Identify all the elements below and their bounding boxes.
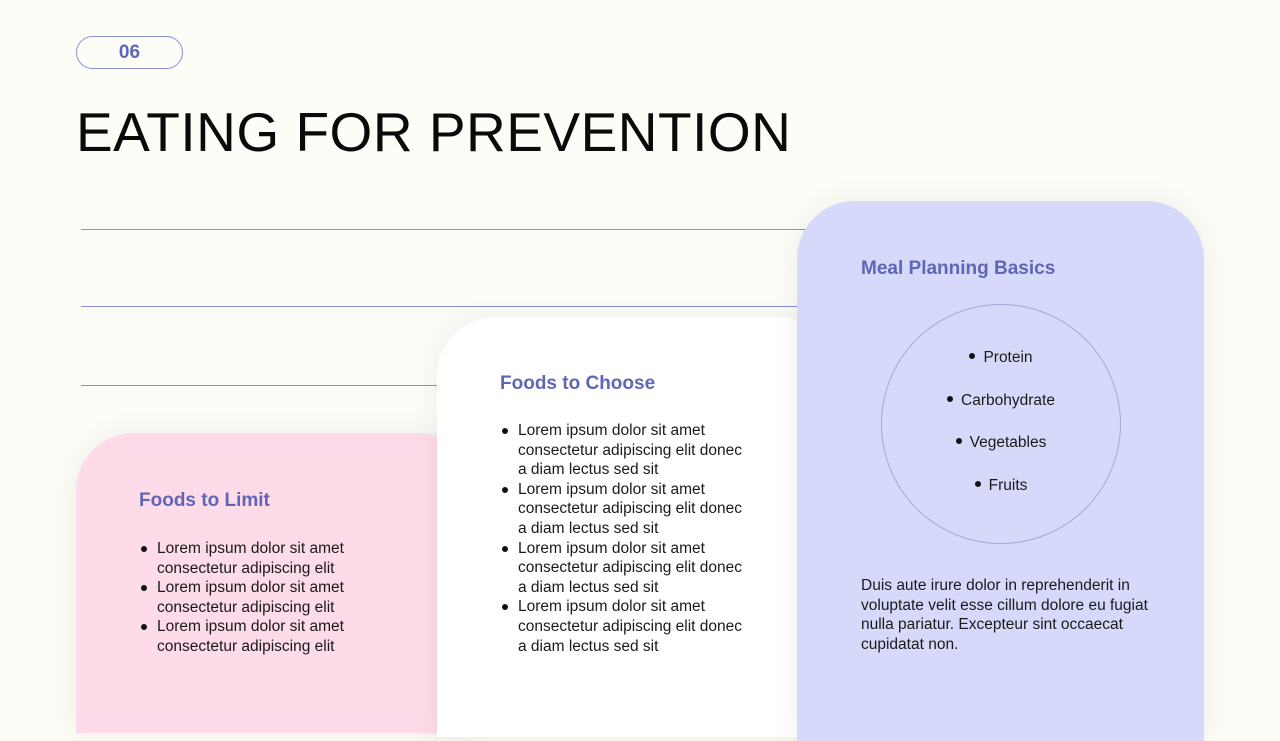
foods-to-limit-card (76, 433, 476, 733)
list-item: Lorem ipsum dolor sit amet consectetur adipiscing elit (139, 539, 387, 578)
divider-line-1 (81, 229, 807, 230)
circle-item-vegetables (882, 434, 1120, 452)
circle-item-fruits (882, 477, 1120, 495)
foods-to-limit-list (139, 539, 387, 657)
foods-to-choose-card (437, 317, 837, 737)
foods-to-choose-list (500, 421, 748, 656)
circle-item-label: Protein (983, 349, 1033, 366)
foods-to-choose-title: Foods to Choose (500, 373, 656, 394)
circle-item-label: Fruits (988, 477, 1028, 494)
circle-item-label: Vegetables (969, 434, 1047, 451)
circle-item-carbohydrate (882, 392, 1120, 410)
list-item: Lorem ipsum dolor sit amet consectetur adipiscing elit (139, 617, 387, 656)
list-item: Lorem ipsum dolor sit amet consectetur adipiscing elit (139, 578, 387, 617)
bullet-dot (947, 396, 953, 402)
circle-item-protein (882, 349, 1120, 367)
meal-planning-description: Duis aute irure dolor in reprehenderit in voluptate velit esse cillum dolore eu fugiat nulla pariatur. Excepteur sint occaecat cupidatat non. (861, 577, 1148, 653)
meal-planning-card (797, 201, 1204, 741)
bullet-dot (969, 353, 975, 359)
bullet-dot (975, 481, 981, 487)
divider-line-2 (81, 306, 797, 307)
bullet-dot (956, 438, 962, 444)
slide-number: 06 (118, 41, 141, 63)
meal-planning-title: Meal Planning Basics (861, 258, 1056, 279)
list-item: Lorem ipsum dolor sit amet consectetur adipiscing elit donec a diam lectus sed sit (500, 421, 748, 480)
slide-number-badge (76, 36, 183, 69)
list-item: Lorem ipsum dolor sit amet consectetur adipiscing elit donec a diam lectus sed sit (500, 597, 748, 656)
list-item: Lorem ipsum dolor sit amet consectetur adipiscing elit donec a diam lectus sed sit (500, 480, 748, 539)
divider-line-3 (81, 385, 437, 386)
foods-to-limit-title: Foods to Limit (139, 490, 270, 511)
page-title: EATING FOR PREVENTION (76, 101, 792, 163)
food-groups-circle (881, 304, 1121, 544)
list-item: Lorem ipsum dolor sit amet consectetur adipiscing elit donec a diam lectus sed sit (500, 539, 748, 598)
circle-item-label: Carbohydrate (961, 392, 1055, 409)
